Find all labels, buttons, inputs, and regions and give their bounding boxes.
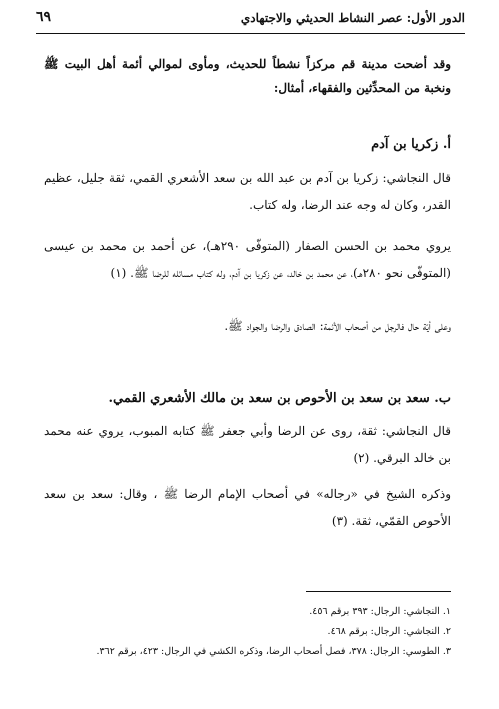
section-b-heading: ب. سعد بن سعد بن الأحوص بن سعد بن مالك الأشعري القمي.	[108, 391, 451, 406]
footnote-2: ٢. النجاشي: الرجال: برقم ٤٦٨.	[327, 626, 451, 637]
section-a-paragraph-1: قال النجاشي: زكريا بن آدم بن عبد الله بن سعد الأشعري القمي، ثقة جليل، عظيم القدر، وكان له وجه عند الرضا، وله كتاب.	[44, 171, 451, 212]
running-title: الدور الأول: عصر النشاط الحديثي والاجتهادي	[240, 11, 465, 25]
section-b-paragraph-2: وذكره الشيخ في «رجاله» في أصحاب الإمام الرضا ﷺ ، وقال: سعد بن سعد الأحوص القمّي، ثقة. (٣)	[44, 487, 451, 528]
footnote-3: ٣. الطوسي: الرجال: ٣٧٨، فصل أصحاب الرضا، وذكره الكشي في الرجال: ٤٢٣، برقم ٣٦٢.	[96, 646, 451, 657]
running-header	[36, 9, 465, 34]
footnotes	[42, 602, 451, 662]
section-a-heading: أ. زكريا بن آدم	[371, 137, 451, 152]
section-b-paragraph-1: قال النجاشي: ثقة، روى عن الرضا وأبي جعفر ﷺ كتابه المبوب، يروي عنه محمد بن خالد البرقي. (٢)	[44, 424, 451, 465]
intro-paragraph: وقد أضحت مدينة قم مركزاً نشطاً للحديث، ومأوى لموالي أئمة أهل البيت ﷺ ونخبة من المحدِّثين والفقهاء، أمثال:	[44, 57, 451, 95]
page-number: ٦٩	[36, 9, 52, 25]
footnote-1: ١. النجاشي: الرجال: ٣٩٣ برقم ٤٥٦.	[309, 606, 451, 617]
section-a-paragraph-3: وعلى أيّة حال فالرجل من أصحاب الأئمة: الصادق والرضا والجواد ﷺ.	[224, 319, 451, 333]
section-a-paragraph-2: يروي محمد بن الحسن الصفار (المتوفّى ٢٩٠هـ)، عن أحمد بن محمد بن عيسى (المتوفّى نحو ٢٨٠هـ)، عن محمد بن خالد، عن زكريا بن آدم، وله كتاب مسائله للرضا ﷺ. (١)	[44, 239, 451, 280]
footnote-separator	[306, 591, 451, 592]
